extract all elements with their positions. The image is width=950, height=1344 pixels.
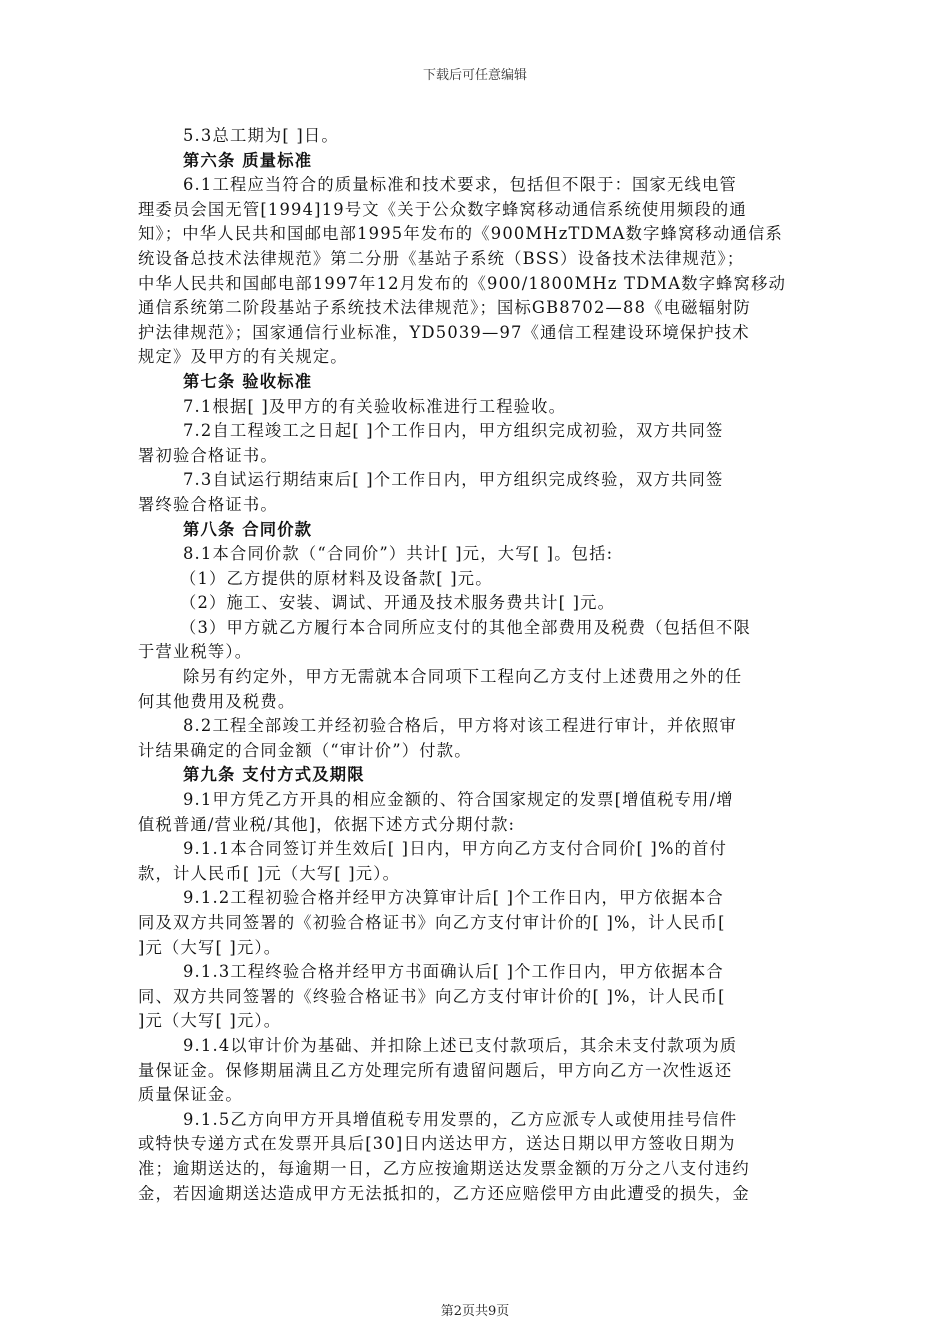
text-line: 6.1工程应当符合的质量标准和技术要求，包括但不限于：国家无线电管 [183, 175, 737, 195]
document-body [138, 124, 814, 1206]
text-line: 量保证金。保修期届满且乙方处理完所有遗留问题后，甲方向乙方一次性返还 [138, 1060, 733, 1080]
text-line: 署终验合格证书。 [138, 494, 278, 514]
text-line: ]元（大写[ ]元）。 [138, 1011, 282, 1031]
text-line: 署初验合格证书。 [138, 445, 278, 465]
text-line: 9.1.4以审计价为基础、并扣除上述已支付款项后，其余未支付款项为质 [183, 1035, 738, 1055]
text-line: 统设备总技术法律规范》第二分册《基站子系统（BSS）设备技术法律规范》； [138, 248, 745, 268]
section-heading: 第六条 质量标准 [183, 150, 313, 170]
text-line: 9.1.1本合同签订并生效后[ ]日内，甲方向乙方支付合同价[ ]%的首付 [183, 839, 728, 859]
text-line: （3）甲方就乙方履行本合同所应支付的其他全部费用及税费（包括但不限 [180, 617, 751, 637]
text-line: 或特快专递方式在发票开具后[30]日内送达甲方，送达日期以甲方签收日期为 [138, 1134, 736, 1154]
text-line: 5.3总工期为[ ]日。 [183, 126, 339, 145]
text-line: 9.1.2工程初验合格并经甲方决算审计后[ ]个工作日内，甲方依据本合 [183, 888, 724, 908]
text-line: 同、双方共同签署的《终验合格证书》向乙方支付审计价的[ ]%，计人民币[ [138, 986, 726, 1006]
text-line: 7.2自工程竣工之日起[ ]个工作日内，甲方组织完成初验，双方共同签 [183, 421, 724, 441]
text-line: 理委员会国无管[1994]19号文《关于公众数字蜂窝移动通信系统使用频段的通 [138, 199, 747, 219]
text-line: 知》；中华人民共和国邮电部1995年发布的《900MHzTDMA数字蜂窝移动通信系 [138, 224, 783, 244]
text-line: 9.1.5乙方向甲方开具增值税专用发票的，乙方应派专人或使用挂号信件 [183, 1109, 738, 1129]
page-footer: 第2页共9页 [440, 1304, 510, 1319]
text-line: 何其他费用及税费。 [138, 691, 296, 711]
section-heading: 第九条 支付方式及期限 [183, 765, 365, 785]
text-line: 7.3自试运行期结束后[ ]个工作日内，甲方组织完成终验，双方共同签 [183, 470, 724, 490]
text-line: 通信系统第二阶段基站子系统技术法律规范》；国标GB8702—88《电磁辐射防 [138, 298, 752, 318]
text-line: （1）乙方提供的原材料及设备款[ ]元。 [180, 568, 493, 588]
text-line: 准；逾期送达的，每逾期一日，乙方应按逾期送达发票金额的万分之八支付违约 [138, 1158, 750, 1178]
text-line: 护法律规范》；国家通信行业标准，YD5039—97《通信工程建设环境保护技术 [138, 322, 750, 342]
text-line: 8.2工程全部竣工并经初验合格后，甲方将对该工程进行审计，并依照审 [183, 716, 737, 736]
text-line: 同及双方共同签署的《初验合格证书》向乙方支付审计价的[ ]%，计人民币[ [138, 913, 726, 932]
text-line: 于营业税等）。 [138, 642, 253, 662]
text-line: 值税普通/营业税/其他]，依据下述方式分期付款: [138, 814, 516, 834]
text-line: 金，若因逾期送达造成甲方无法抵扣的，乙方还应赔偿甲方由此遭受的损失，金 [138, 1183, 750, 1203]
text-line: 中华人民共和国邮电部1997年12月发布的《900/1800MHz TDMA数字蜂窝移动 [138, 273, 787, 293]
text-line: 7.1根据[ ]及甲方的有关验收标准进行工程验收。 [183, 396, 567, 416]
text-line: 除另有约定外，甲方无需就本合同项下工程向乙方支付上述费用之外的任 [183, 667, 743, 687]
text-line: 8.1本合同价款（“合同价”）共计[ ]元，大写[ ]。包括: [183, 544, 614, 564]
text-line: 计结果确定的合同金额（“审计价”）付款。 [138, 740, 472, 760]
text-line: 规定》及甲方的有关规定。 [138, 347, 348, 367]
text-line: 9.1.3工程终验合格并经甲方书面确认后[ ]个工作日内，甲方依据本合 [183, 962, 724, 982]
text-line: 质量保证金。 [138, 1085, 243, 1105]
page-header: 下载后可任意编辑 [422, 68, 527, 83]
text-line: 款，计人民币[ ]元（大写[ ]元）。 [138, 863, 401, 883]
text-line: （2）施工、安装、调试、开通及技术服务费共计[ ]元。 [180, 593, 616, 613]
section-heading: 第八条 合同价款 [183, 519, 313, 539]
text-line: 9.1甲方凭乙方开具的相应金额的、符合国家规定的发票[增值税专用/增 [183, 790, 734, 810]
text-line: ]元（大写[ ]元）。 [138, 937, 282, 957]
section-heading: 第七条 验收标准 [183, 371, 313, 391]
